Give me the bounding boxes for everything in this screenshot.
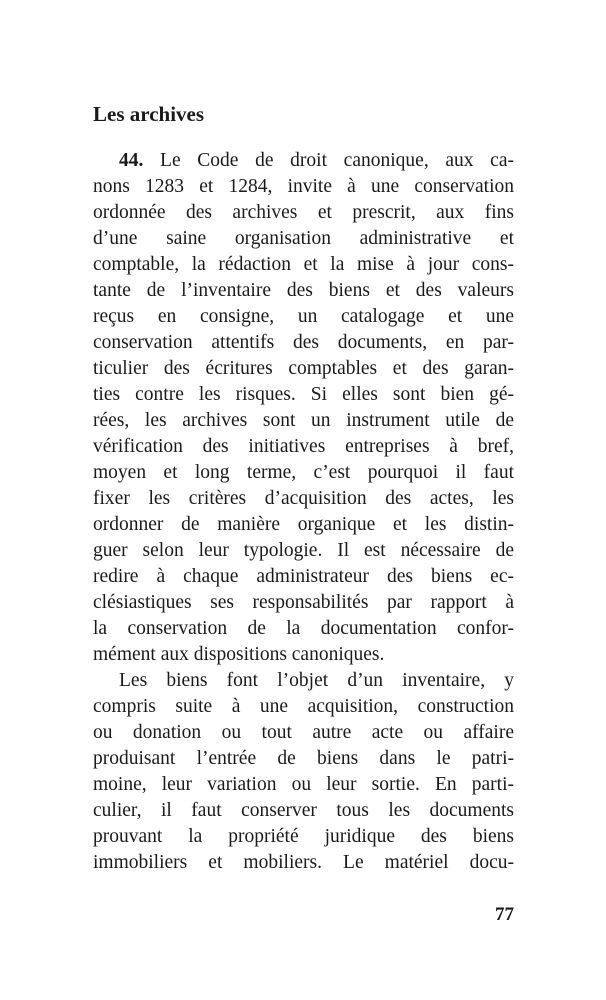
paragraph-2-line: moine, leur variation ou leur sortie. En parti- bbox=[93, 774, 514, 795]
paragraph-44-line: rées, les archives sont un instrument utile de bbox=[93, 410, 514, 431]
paragraph-44-line: ties contre les risques. Si elles sont bien gé- bbox=[93, 384, 514, 405]
paragraph-44-line: d’une saine organisation administrative et bbox=[93, 228, 514, 249]
paragraph-2-line: produisant l’entrée de biens dans le patri- bbox=[93, 748, 514, 769]
paragraph-2-line: ou donation ou tout autre acte ou affaire bbox=[93, 722, 514, 743]
paragraph-44-line: conservation attentifs des documents, en par- bbox=[93, 332, 514, 353]
paragraph-44-line: la conservation de la documentation confor- bbox=[93, 618, 514, 639]
paragraph-44-line: clésiastiques ses responsabilités par rapport à bbox=[93, 592, 514, 613]
paragraph-44-line: moyen et long terme, c’est pourquoi il faut bbox=[93, 462, 514, 483]
paragraph-44-line: comptable, la rédaction et la mise à jour cons- bbox=[93, 254, 514, 275]
paragraph-number: 44. bbox=[119, 150, 144, 171]
paragraph-2-line: prouvant la propriété juridique des biens bbox=[93, 826, 514, 847]
paragraph-44-line: fixer les critères d’acquisition des actes, les bbox=[93, 488, 514, 509]
paragraph-44-line: ordonnée des archives et prescrit, aux fins bbox=[93, 202, 514, 223]
paragraph-2-line: compris suite à une acquisition, construction bbox=[93, 696, 514, 717]
paragraph-44-line: mément aux dispositions canoniques. bbox=[93, 644, 385, 665]
paragraph-2-line: immobiliers et mobiliers. Le matériel docu- bbox=[93, 852, 514, 873]
paragraph-44-line: tante de l’inventaire des biens et des valeurs bbox=[93, 280, 514, 301]
section-heading: Les archives bbox=[93, 102, 205, 126]
paragraph-44-first-line-text: Le Code de droit canonique, aux ca- bbox=[143, 150, 514, 171]
paragraph-44-line: ordonner de manière organique et les distin- bbox=[93, 514, 514, 535]
paragraph-2-line: culier, il faut conserver tous les documents bbox=[93, 800, 514, 821]
paragraph-2-line: Les biens font l’objet d’un inventaire, y bbox=[119, 670, 514, 691]
paragraph-44-line: nons 1283 et 1284, invite à une conservation bbox=[93, 176, 514, 197]
paragraph-44-line: reçus en consigne, un catalogage et une bbox=[93, 306, 514, 327]
paragraph-44-line: guer selon leur typologie. Il est nécessaire de bbox=[93, 540, 514, 561]
paragraph-44-line: ticulier des écritures comptables et des garan- bbox=[93, 358, 514, 379]
paragraph-44-line: redire à chaque administrateur des biens ec- bbox=[93, 566, 514, 587]
page-number: 77 bbox=[495, 904, 514, 925]
paragraph-44-line bbox=[119, 148, 514, 174]
paragraph-44-line: vérification des initiatives entreprises à bref, bbox=[93, 436, 514, 457]
